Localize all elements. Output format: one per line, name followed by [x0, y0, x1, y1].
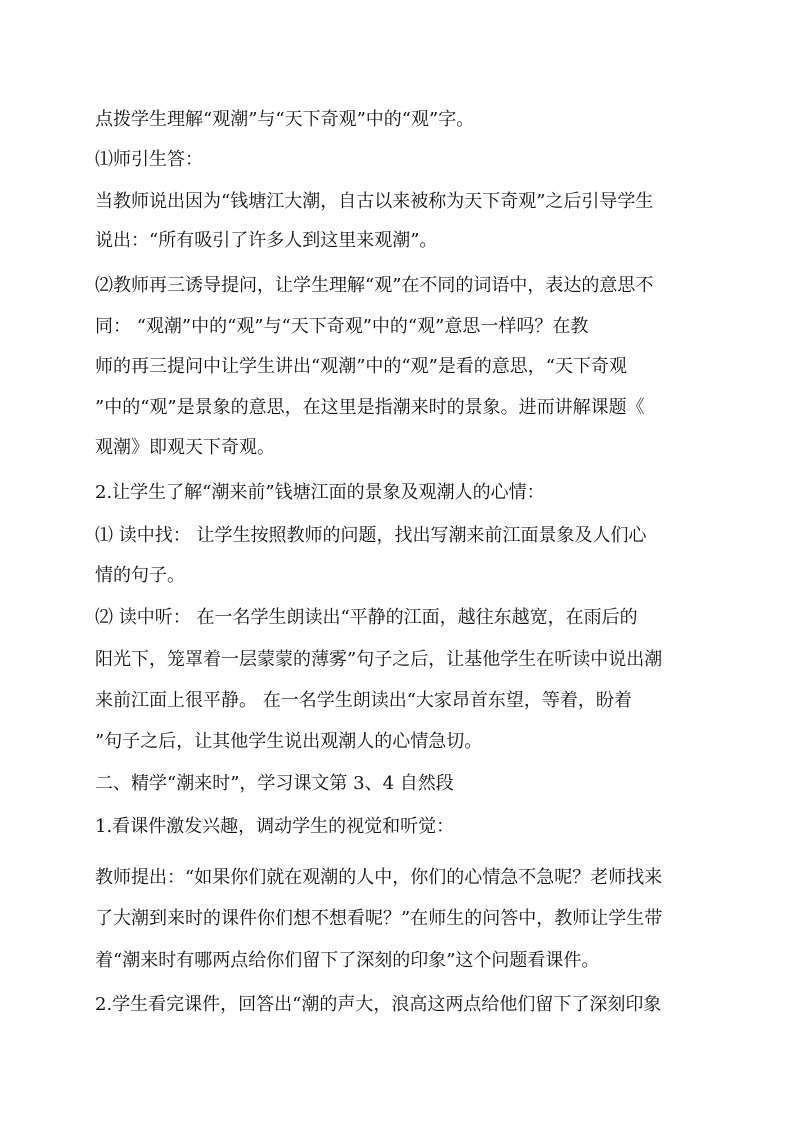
text-line-3: 当教师说出因为“钱塘江大潮，自古以来被称为天下奇观”之后引导学生	[95, 191, 654, 212]
text-line-7: 师的再三提问中让学生讲出“观潮”中的“观”是看的意思，“天下奇观	[95, 356, 628, 377]
text-line-6: 同： “观潮”中的“观”与“天下奇观”中的“观”意思一样吗？在教	[95, 316, 589, 337]
text-line-22: 2.学生看完课件，回答出“潮的声大，浪高这两点给他们留下了深刻印象	[95, 994, 662, 1015]
text-line-21: 着“潮来时有哪两点给你们留下了深刻的印象”这个问题看课件。	[95, 950, 600, 971]
text-line-1: 点拨学生理解“观潮”与“天下奇观”中的“观”字。	[95, 109, 475, 130]
text-line-16: ”句子之后，让其他学生说出观潮人的心情急切。	[95, 731, 483, 752]
text-line-10: 2.让学生了解“潮来前”钱塘江面的景象及观潮人的心情：	[95, 482, 545, 503]
text-line-9: 观潮》即观天下奇观。	[95, 437, 275, 458]
text-line-4: 说出：“所有吸引了许多人到这里来观潮”。	[95, 230, 438, 251]
text-line-12: 情的句子。	[95, 565, 185, 586]
text-line-8: ”中的“观”是景象的意思，在这里是指潮来时的景象。进而讲解课题《	[95, 397, 645, 418]
text-line-19: 教师提出：“如果你们就在观潮的人中，你们的心情急不急呢？老师找来	[95, 867, 663, 888]
text-line-14: 阳光下，笼罩着一层蒙蒙的薄雾”句子之后，让基他学生在听读中说出潮	[95, 649, 663, 670]
text-line-15: 来前江面上很平静。 在一名学生朗读出“大家昂首东望，等着，盼着	[95, 690, 632, 711]
text-line-11: ⑴ 读中找： 让学生按照教师的问题，找出写潮来前江面景象及人们心	[95, 525, 647, 546]
text-line-17: 二、精学“潮来时”，学习课文第 3、4 自然段	[95, 773, 454, 794]
text-line-2: ⑴师引生答：	[95, 149, 203, 170]
text-line-20: 了大潮到来时的课件你们想不想看呢？”在师生的问答中，教师让学生带	[95, 908, 663, 929]
text-line-5: ⑵教师再三诱导提问，让学生理解“观”在不同的词语中，表达的意思不	[95, 275, 654, 296]
text-line-13: ⑵ 读中听： 在一名学生朗读出“平静的江面，越往东越宽，在雨后的	[95, 607, 638, 628]
text-line-18: 1.看课件激发兴趣，调动学生的视觉和听觉：	[95, 816, 455, 837]
